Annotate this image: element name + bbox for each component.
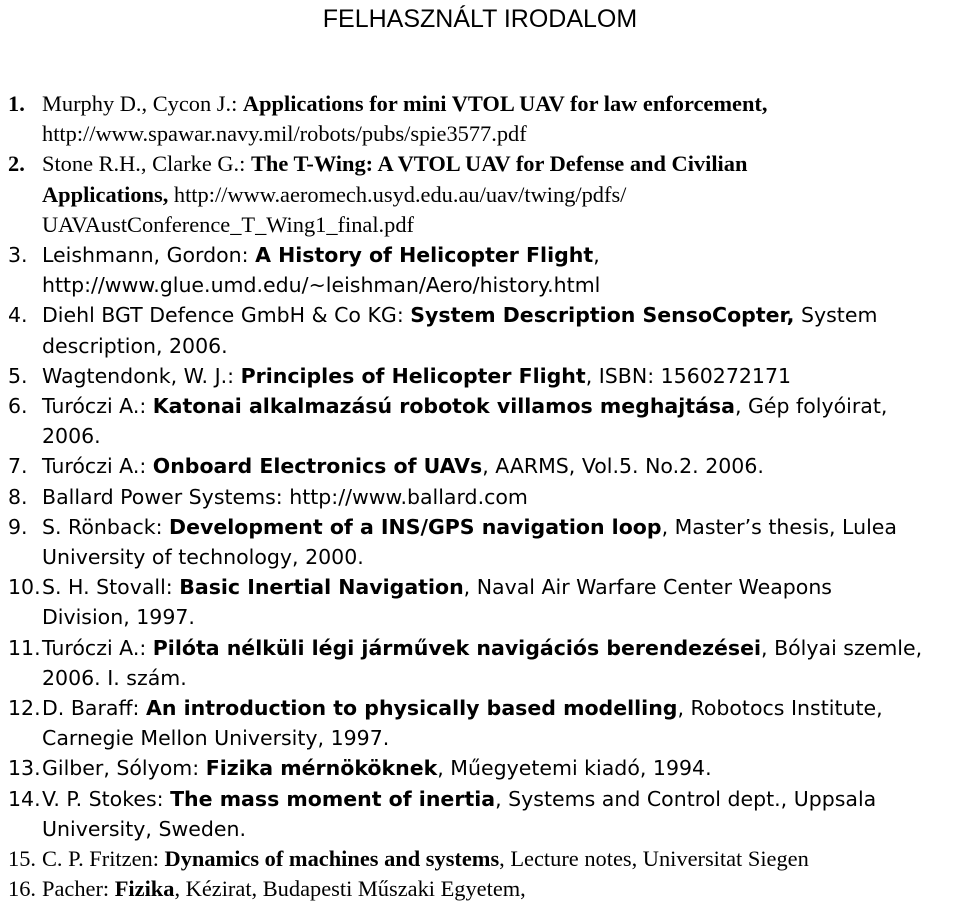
reference-text: , Kézirat, Budapesti Műszaki Egyetem, <box>174 876 526 902</box>
reference-item <box>8 693 958 753</box>
reference-item <box>8 451 958 481</box>
reference-number: 5. <box>8 363 28 388</box>
reference-text: S. H. Stovall: <box>42 575 180 600</box>
reference-line <box>42 844 958 874</box>
reference-text: 2006. I. szám. <box>42 665 187 690</box>
reference-title: The mass moment of inertia <box>170 786 496 811</box>
reference-number: 16. <box>8 876 36 902</box>
reference-item <box>8 784 958 844</box>
reference-title: Onboard Electronics of UAVs <box>152 454 483 479</box>
reference-line <box>42 633 958 663</box>
reference-text: Diehl BGT Defence GmbH & Co KG: <box>42 303 411 328</box>
reference-text: Pacher: <box>42 876 115 902</box>
reference-line <box>42 421 958 451</box>
reference-title: Katonai alkalmazású robotok villamos meghajtása <box>152 394 735 419</box>
reference-text: , <box>593 243 600 268</box>
reference-line <box>42 331 958 361</box>
reference-line <box>42 180 958 210</box>
reference-text: Turóczi A.: <box>42 394 153 419</box>
reference-line <box>42 753 958 783</box>
reference-url: http://www.aeromech.usyd.edu.au/uav/twing/pdfs/ <box>168 181 627 207</box>
reference-text: V. P. Stokes: <box>42 786 171 811</box>
reference-title: Fizika mérnököknek <box>205 756 438 781</box>
reference-text: Turóczi A.: <box>42 635 153 660</box>
reference-text: University, Sweden. <box>42 816 246 841</box>
reference-item <box>8 633 958 693</box>
reference-title: Fizika <box>114 876 175 902</box>
reference-line <box>42 512 958 542</box>
reference-number: 13. <box>8 756 41 781</box>
reference-item <box>8 89 958 149</box>
reference-line <box>42 874 958 904</box>
reference-text: description, 2006. <box>42 333 228 358</box>
reference-line <box>42 270 958 300</box>
reference-text: S. Rönback: <box>42 514 170 539</box>
reference-url: Ballard Power Systems: http://www.ballard.com <box>42 484 528 509</box>
reference-number: 8. <box>8 484 28 509</box>
reference-url: http://www.spawar.navy.mil/robots/pubs/spie3577.pdf <box>42 121 527 147</box>
reference-number: 4. <box>8 303 28 328</box>
reference-line <box>42 300 958 330</box>
reference-line <box>42 391 958 421</box>
reference-line <box>42 89 958 119</box>
reference-list <box>8 89 958 904</box>
reference-title: The T-Wing: A VTOL UAV for Defense and Civilian <box>250 151 748 177</box>
reference-line <box>42 119 958 149</box>
reference-item <box>8 240 958 300</box>
reference-title: An introduction to physically based modelling <box>145 696 678 721</box>
reference-line <box>42 814 958 844</box>
reference-text: Turóczi A.: <box>42 454 153 479</box>
reference-text: Leishmann, Gordon: <box>42 243 256 268</box>
reference-text: Gilber, Sólyom: <box>42 756 206 781</box>
reference-text: Murphy D., Cycon J.: <box>42 91 243 116</box>
reference-number: 15. <box>8 846 36 872</box>
reference-number: 11. <box>8 635 41 660</box>
reference-line <box>42 482 958 512</box>
reference-title: Dynamics of machines and systems <box>164 846 500 872</box>
reference-number: 2. <box>8 151 25 177</box>
reference-text: D. Baraff: <box>42 696 146 721</box>
reference-text: , Systems and Control dept., Uppsala <box>495 786 877 811</box>
reference-line <box>42 210 958 240</box>
reference-number: 12. <box>8 696 41 721</box>
reference-text: , Műegyetemi kiadó, 1994. <box>437 756 712 781</box>
reference-number: 9. <box>8 514 28 539</box>
reference-title: Pilóta nélküli légi járművek navigációs berendezései <box>152 635 762 660</box>
reference-item <box>8 361 958 391</box>
reference-item <box>8 874 958 904</box>
reference-item <box>8 844 958 874</box>
reference-text: Division, 1997. <box>42 605 195 630</box>
reference-number: 7. <box>8 454 28 479</box>
reference-item <box>8 149 958 240</box>
reference-text: , Bólyai szemle, <box>761 635 923 660</box>
reference-line <box>42 663 958 693</box>
reference-text: Carnegie Mellon University, 1997. <box>42 726 390 751</box>
reference-text: , Gép folyóirat, <box>734 394 888 419</box>
reference-line <box>42 542 958 572</box>
reference-number: 14. <box>8 786 41 811</box>
reference-title: Development of a INS/GPS navigation loop <box>169 514 662 539</box>
reference-line <box>42 149 958 179</box>
reference-item <box>8 391 958 451</box>
reference-text: Wagtendonk, W. J.: <box>42 363 241 388</box>
reference-line <box>42 693 958 723</box>
reference-text: UAVAustConference_T_Wing1_final.pdf <box>42 211 415 237</box>
page-title: FELHASZNÁLT IRODALOM <box>322 5 638 33</box>
reference-item <box>8 572 958 632</box>
reference-title: Basic Inertial Navigation <box>179 575 464 600</box>
reference-text: 2006. <box>42 424 101 449</box>
reference-line <box>42 451 958 481</box>
reference-line <box>42 361 958 391</box>
reference-text: , AARMS, Vol.5. No.2. 2006. <box>482 454 764 479</box>
reference-item <box>8 300 958 360</box>
reference-text: System <box>794 303 878 328</box>
reference-number: 6. <box>8 394 28 419</box>
reference-line <box>42 723 958 753</box>
reference-text: , Master’s thesis, Lulea <box>661 514 897 539</box>
reference-text: C. P. Fritzen: <box>42 846 165 872</box>
reference-text: , Naval Air Warfare Center Weapons <box>463 575 832 600</box>
reference-title: Applications, <box>42 181 169 207</box>
reference-number: 3. <box>8 243 28 268</box>
reference-text: , Lecture notes, Universitat Siegen <box>499 846 809 872</box>
reference-text: University of technology, 2000. <box>42 545 364 570</box>
reference-line <box>42 784 958 814</box>
reference-item <box>8 753 958 783</box>
reference-line <box>42 602 958 632</box>
reference-text: , ISBN: 1560272171 <box>585 363 792 388</box>
reference-number: 1. <box>8 91 25 116</box>
reference-text: Stone R.H., Clarke G.: <box>42 151 251 177</box>
reference-line <box>42 240 958 270</box>
reference-line <box>42 572 958 602</box>
reference-url: http://www.glue.umd.edu/~leishman/Aero/history.html <box>42 273 601 298</box>
reference-title: Applications for mini VTOL UAV for law enforcement, <box>242 91 768 116</box>
reference-title: System Description SensoCopter, <box>410 303 795 328</box>
reference-item <box>8 482 958 512</box>
reference-text: , Robotocs Institute, <box>677 696 883 721</box>
reference-title: A History of Helicopter Flight <box>255 243 594 268</box>
reference-item <box>8 512 958 572</box>
reference-number: 10. <box>8 575 41 600</box>
reference-title: Principles of Helicopter Flight <box>240 363 586 388</box>
